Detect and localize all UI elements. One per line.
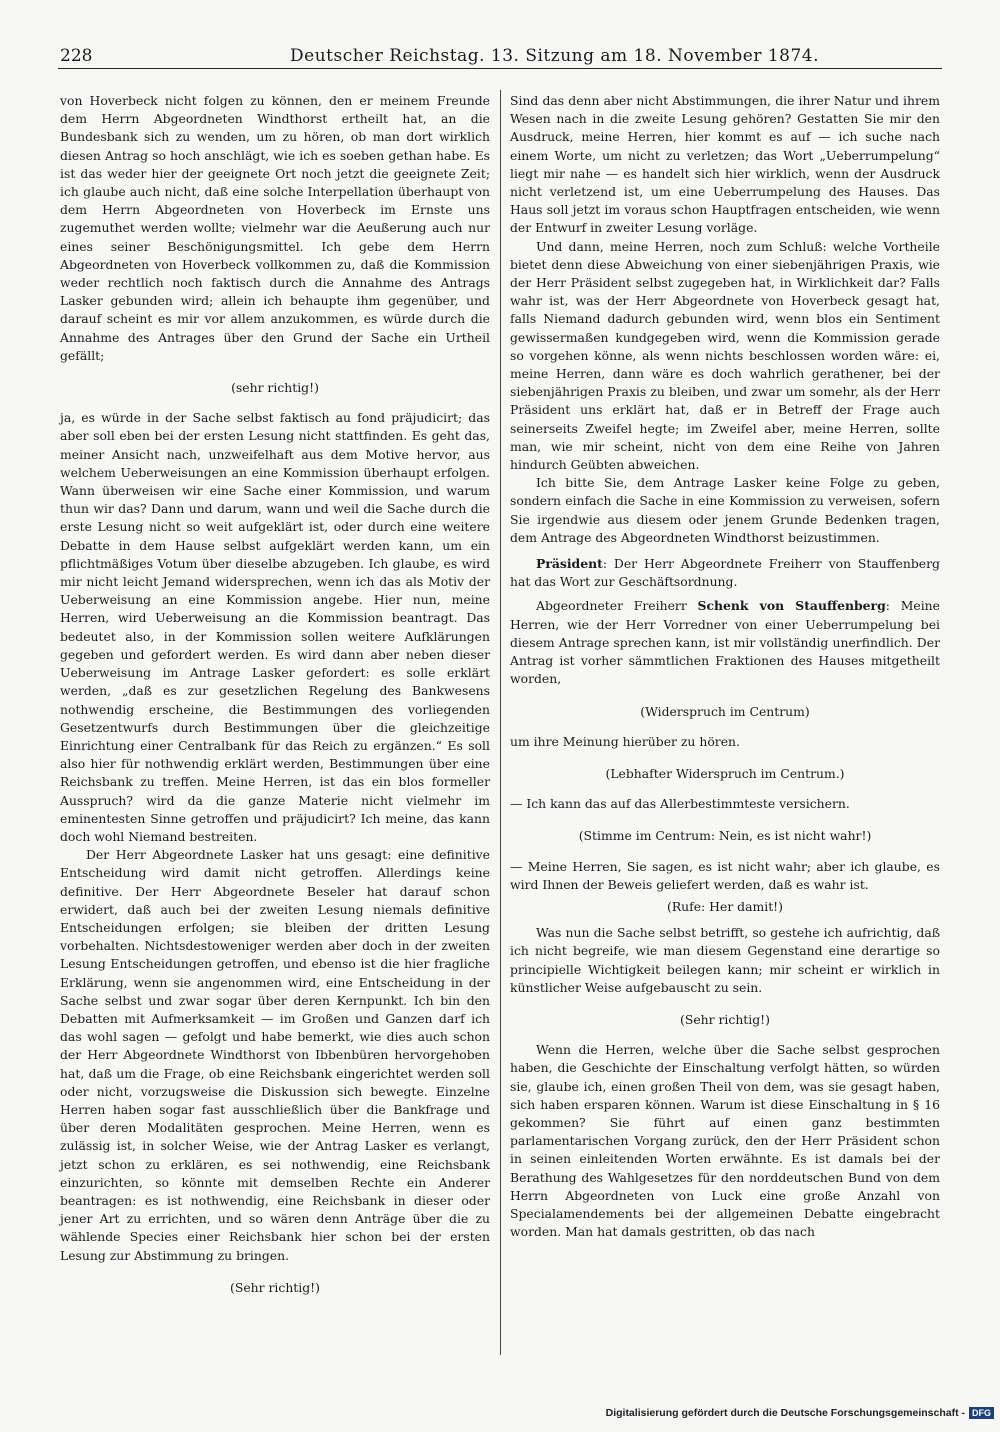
left-column	[60, 92, 490, 1309]
right-column	[510, 92, 940, 1241]
header-rule	[58, 68, 942, 69]
page-number: 228	[60, 46, 93, 66]
statement-text: : Der Herr Abgeordnete Freiherr von Stauffenberg hat das Wort zur Geschäftsordnung.	[510, 556, 940, 590]
paragraph: — Meine Herren, Sie sagen, es ist nicht wahr; aber ich glaube, es wird Ihnen der Beweis geliefert werden, daß es wahr ist.	[510, 858, 940, 892]
paragraph: um ihre Meinung hierüber zu hören.	[510, 733, 740, 749]
paragraph: Ich bitte Sie, dem Antrage Lasker keine Folge zu geben, sondern einfach die Sache in eine Kommission zu verweisen, sofern Sie irgendwie aus diesem oder jenem Grunde Bedenken tragen, dem Antrage des Abgeordneten Windthorst beizustimmen.	[510, 475, 940, 545]
paragraph: Und dann, meine Herren, noch zum Schluß: welche Vortheile bietet denn diese Abweichung von einer siebenjährigen Praxis, wie der Herr Präsident selbst zugegeben hat, in Wirklichkeit dar? Falls wahr ist, was der Herr Abgeordnete von Hoverbeck gesagt hat, falls Niemand dadurch gebunden wird, wenn blos ein Sentiment gewissermaßen kundgegeben wird, wenn die Kommission gerade so vorgehen könne, als wenn nichts beschlossen worden wäre: ei, meine Herren, dann wäre es doch wahrlich gerathener, bei der siebenjährigen Praxis zu bleiben, und zwar um somehr, als der Herr Präsident uns erklärt hat, daß er in Betreff der Frage auch seinerseits Zweifel hegte; im Zweifel aber, meine Herren, sollte man, wie mir scheint, nicht von dem eine Reihe von Jahren hindurch Geübten abweichen.	[510, 238, 940, 473]
paragraph: — Ich kann das auf das Allerbestimmteste versichern.	[510, 796, 850, 812]
paragraph: ja, es würde in der Sache selbst faktisch au fond präjudicirt; das aber soll eben bei der ersten Lesung nicht stattfinden. Es geht das, meiner Ansicht nach, unzweifelhaft aus dem Motive hervor, aus welchem Ueberweisungen an eine Kommission überhaupt erfolgen. Wann überweisen wir eine Sache einer Kommission, und warum thun wir das? Dann und darum, wann und weil die Sache durch die erste Lesung nicht so weit aufgeklärt ist, oder durch eine weitere Debatte in dem Hause selbst aufgeklärt werden kann, um ein pflichtmäßiges Votum über dieselbe abzugeben. Ich glaube, es wird mir nicht leicht Jemand widersprechen, wenn ich das als Motiv der Ueberweisung an eine Kommission angebe. Hier nun, meine Herren, wird Ueberweisung an die Kommission beantragt. Das bedeutet also, in der Kommission sollen weitere Aufklärungen gegeben und gefordert werden. Es wird dann aber neben dieser Ueberweisung im Antrage Lasker gefordert: es solle erklärt werden, „daß es zur gesetzlichen Regelung des Bankwesens nothwendig erscheine, die Bestimmungen des vorliegenden Gesetzentwurfs durch Bestimmungen über die gleichzeitige Einrichtung einer Centralbank für das Reich zu ergänzen.“ Es soll also hier für nothwendig erklärt werden, Bestimmungen über eine Reichsbank zu treffen. Meine Herren, ist das ein blos formeller Ausspruch? wird da die ganze Materie nicht vielmehr im eminentesten Sinne getroffen und präjudicirt? Ich meine, das kann doch wohl Niemand bestreiten.	[60, 410, 490, 844]
paragraph: von Hoverbeck nicht folgen zu können, den er meinem Freunde dem Herrn Abgeordneten Windthorst ertheilt hat, an die Bundesbank sich zu wenden, um zu hören, ob man dort wirklich diesen Antrag so hoch anschlägt, wie ich es soeben gethan habe. Es ist das weder hier der geeignete Ort noch jetzt die geeignete Zeit; ich glaube auch nicht, daß eine solche Interpellation überhaupt von dem Herrn Abgeordneten von Hoverbeck im Ernste uns zugemuthet werden wollte; vielmehr war die Aeußerung auch nur eines seiner Beschönigungsmittel. Ich gebe dem Herrn Abgeordneten von Hoverbeck vollkommen zu, daß die Kommission weder rechtlich noch faktisch durch die Annahme des Antrags Lasker gebunden wird; allein ich behaupte ihm gegenüber, und darauf scheint es mir vor allem anzukommen, es würde durch die Annahme des Antrages über den Grund der Sache ein Urtheil gefällt;	[60, 93, 490, 363]
statement-text: : Meine Herren, wie der Herr Vorredner von einer Ueberrumpelung bei diesem Antrage sprechen kann, ist mir vollständig unerfindlich. Der Antrag ist vorher sämmtlichen Fraktionen des Hauses mitgetheilt worden,	[510, 598, 940, 687]
running-title: Deutscher Reichstag. 13. Sitzung am 18. November 1874.	[290, 46, 820, 66]
president-statement	[510, 555, 940, 591]
speaker-prefix: Abgeordneter Freiherr	[536, 598, 698, 614]
speaker-label: Schenk von Stauffenberg	[697, 598, 886, 614]
interjection: (Lebhafter Widerspruch im Centrum.)	[605, 765, 845, 781]
paragraph: Was nun die Sache selbst betrifft, so gestehe ich aufrichtig, daß ich nicht begreife, wie man diesem Gegenstand eine derartige so principielle Wichtigkeit beilegen kann; mir scheint er wirklich in künstlicher Weise aufgebauscht zu sein.	[510, 925, 940, 995]
paragraph: Wenn die Herren, welche über die Sache selbst gesprochen haben, die Geschichte der Einschaltung verfolgt hätten, so würden sie, glaube ich, einen großen Theil von dem, was sie gesagt haben, sich haben ersparen können. Warum ist diese Einschaltung in § 16 gekommen? Sie führt auf einen ganz bestimmten parlamentarischen Vorgang zurück, den der Herr Präsident schon in seinen einleitenden Worten erwähnte. Es ist damals bei der Berathung des Wahlgesetzes für den norddeutschen Bund von dem Herrn Abgeordneten von Luck eine große Anzahl von Specialamendements bei der allgemeinen Debatte eingebracht worden. Man hat damals gestritten, ob das nach	[510, 1042, 940, 1240]
speaker-label: Präsident	[536, 556, 603, 572]
interjection: (sehr richtig!)	[231, 380, 319, 396]
interjection: (Rufe: Her damit!)	[667, 898, 783, 914]
column-divider	[500, 90, 501, 1355]
paragraph: Sind das denn aber nicht Abstimmungen, die ihrer Natur und ihrem Wesen nach in die zweite Lesung gehören? Gestatten Sie mir den Ausdruck, meine Herren, hier kommt es auf — ich suche nach einem Worte, um nicht zu verletzen; das Wort „Ueberrumpelung“ liegt mir nahe — es handelt sich hier wirklich, wenn der Ausdruck nicht verletzend ist, um eine Ueberrumpelung des Hauses. Das Haus soll jetzt im voraus schon Hauptfragen entscheiden, wie wenn der Entwurf in zweiter Lesung vorläge.	[510, 93, 940, 236]
digitization-credit	[606, 1404, 994, 1422]
interjection: (Sehr richtig!)	[230, 1279, 320, 1295]
credit-text: Digitalisierung gefördert durch die Deutsche Forschungsgemeinschaft -	[605, 1407, 965, 1419]
page-header	[60, 44, 940, 68]
interjection: (Stimme im Centrum: Nein, es ist nicht wahr!)	[578, 828, 872, 844]
interjection: (Widerspruch im Centrum)	[640, 703, 810, 719]
dfg-logo: DFG	[969, 1407, 994, 1419]
paragraph: Der Herr Abgeordnete Lasker hat uns gesagt: eine definitive Entscheidung wird damit nicht getroffen. Allerdings keine definitive. Der Herr Abgeordnete Beseler hat darauf schon erwidert, daß auch bei der zweiten Lesung niemals definitive Entscheidungen erfolgen; sie bleiben der dritten Lesung vorbehalten. Nichtsdestoweniger werden aber doch in der zweiten Lesung Entscheidungen getroffen, und ebenso ist die hier fragliche Erklärung, wenn sie angenommen wird, eine Entscheidung in der Sache selbst und zwar sogar über deren Kernpunkt. Ich bin den Debatten mit Aufmerksamkeit — im Großen und Ganzen darf ich das wohl sagen — gefolgt und habe bemerkt, wie dies auch schon der Herr Abgeordnete Windthorst von Ibbenbüren hervorgehoben hat, daß um die Frage, ob eine Reichsbank eingerichtet werden soll oder nicht, vorzugsweise die Diskussion sich bewegte. Einzelne Herren haben sogar fast ausschließlich über die Bankfrage und über deren Modalitäten gesprochen. Meine Herren, wenn es zulässig ist, in solcher Weise, wie der Antrag Lasker es verlangt, jetzt schon zu erklären, es sei nothwendig, eine Reichsbank einzurichten, so könnte mit demselben Rechte ein Anderer beantragen: es ist nothwendig, eine Reichsbank in dieser oder jener Art zu errichten, und so wären denn Anträge über die zu wählende Species einer Reichsbank hier schon bei der ersten Lesung zur Abstimmung zu bringen.	[60, 847, 490, 1263]
stauffenberg-statement	[510, 597, 940, 688]
interjection: (Sehr richtig!)	[680, 1011, 770, 1027]
